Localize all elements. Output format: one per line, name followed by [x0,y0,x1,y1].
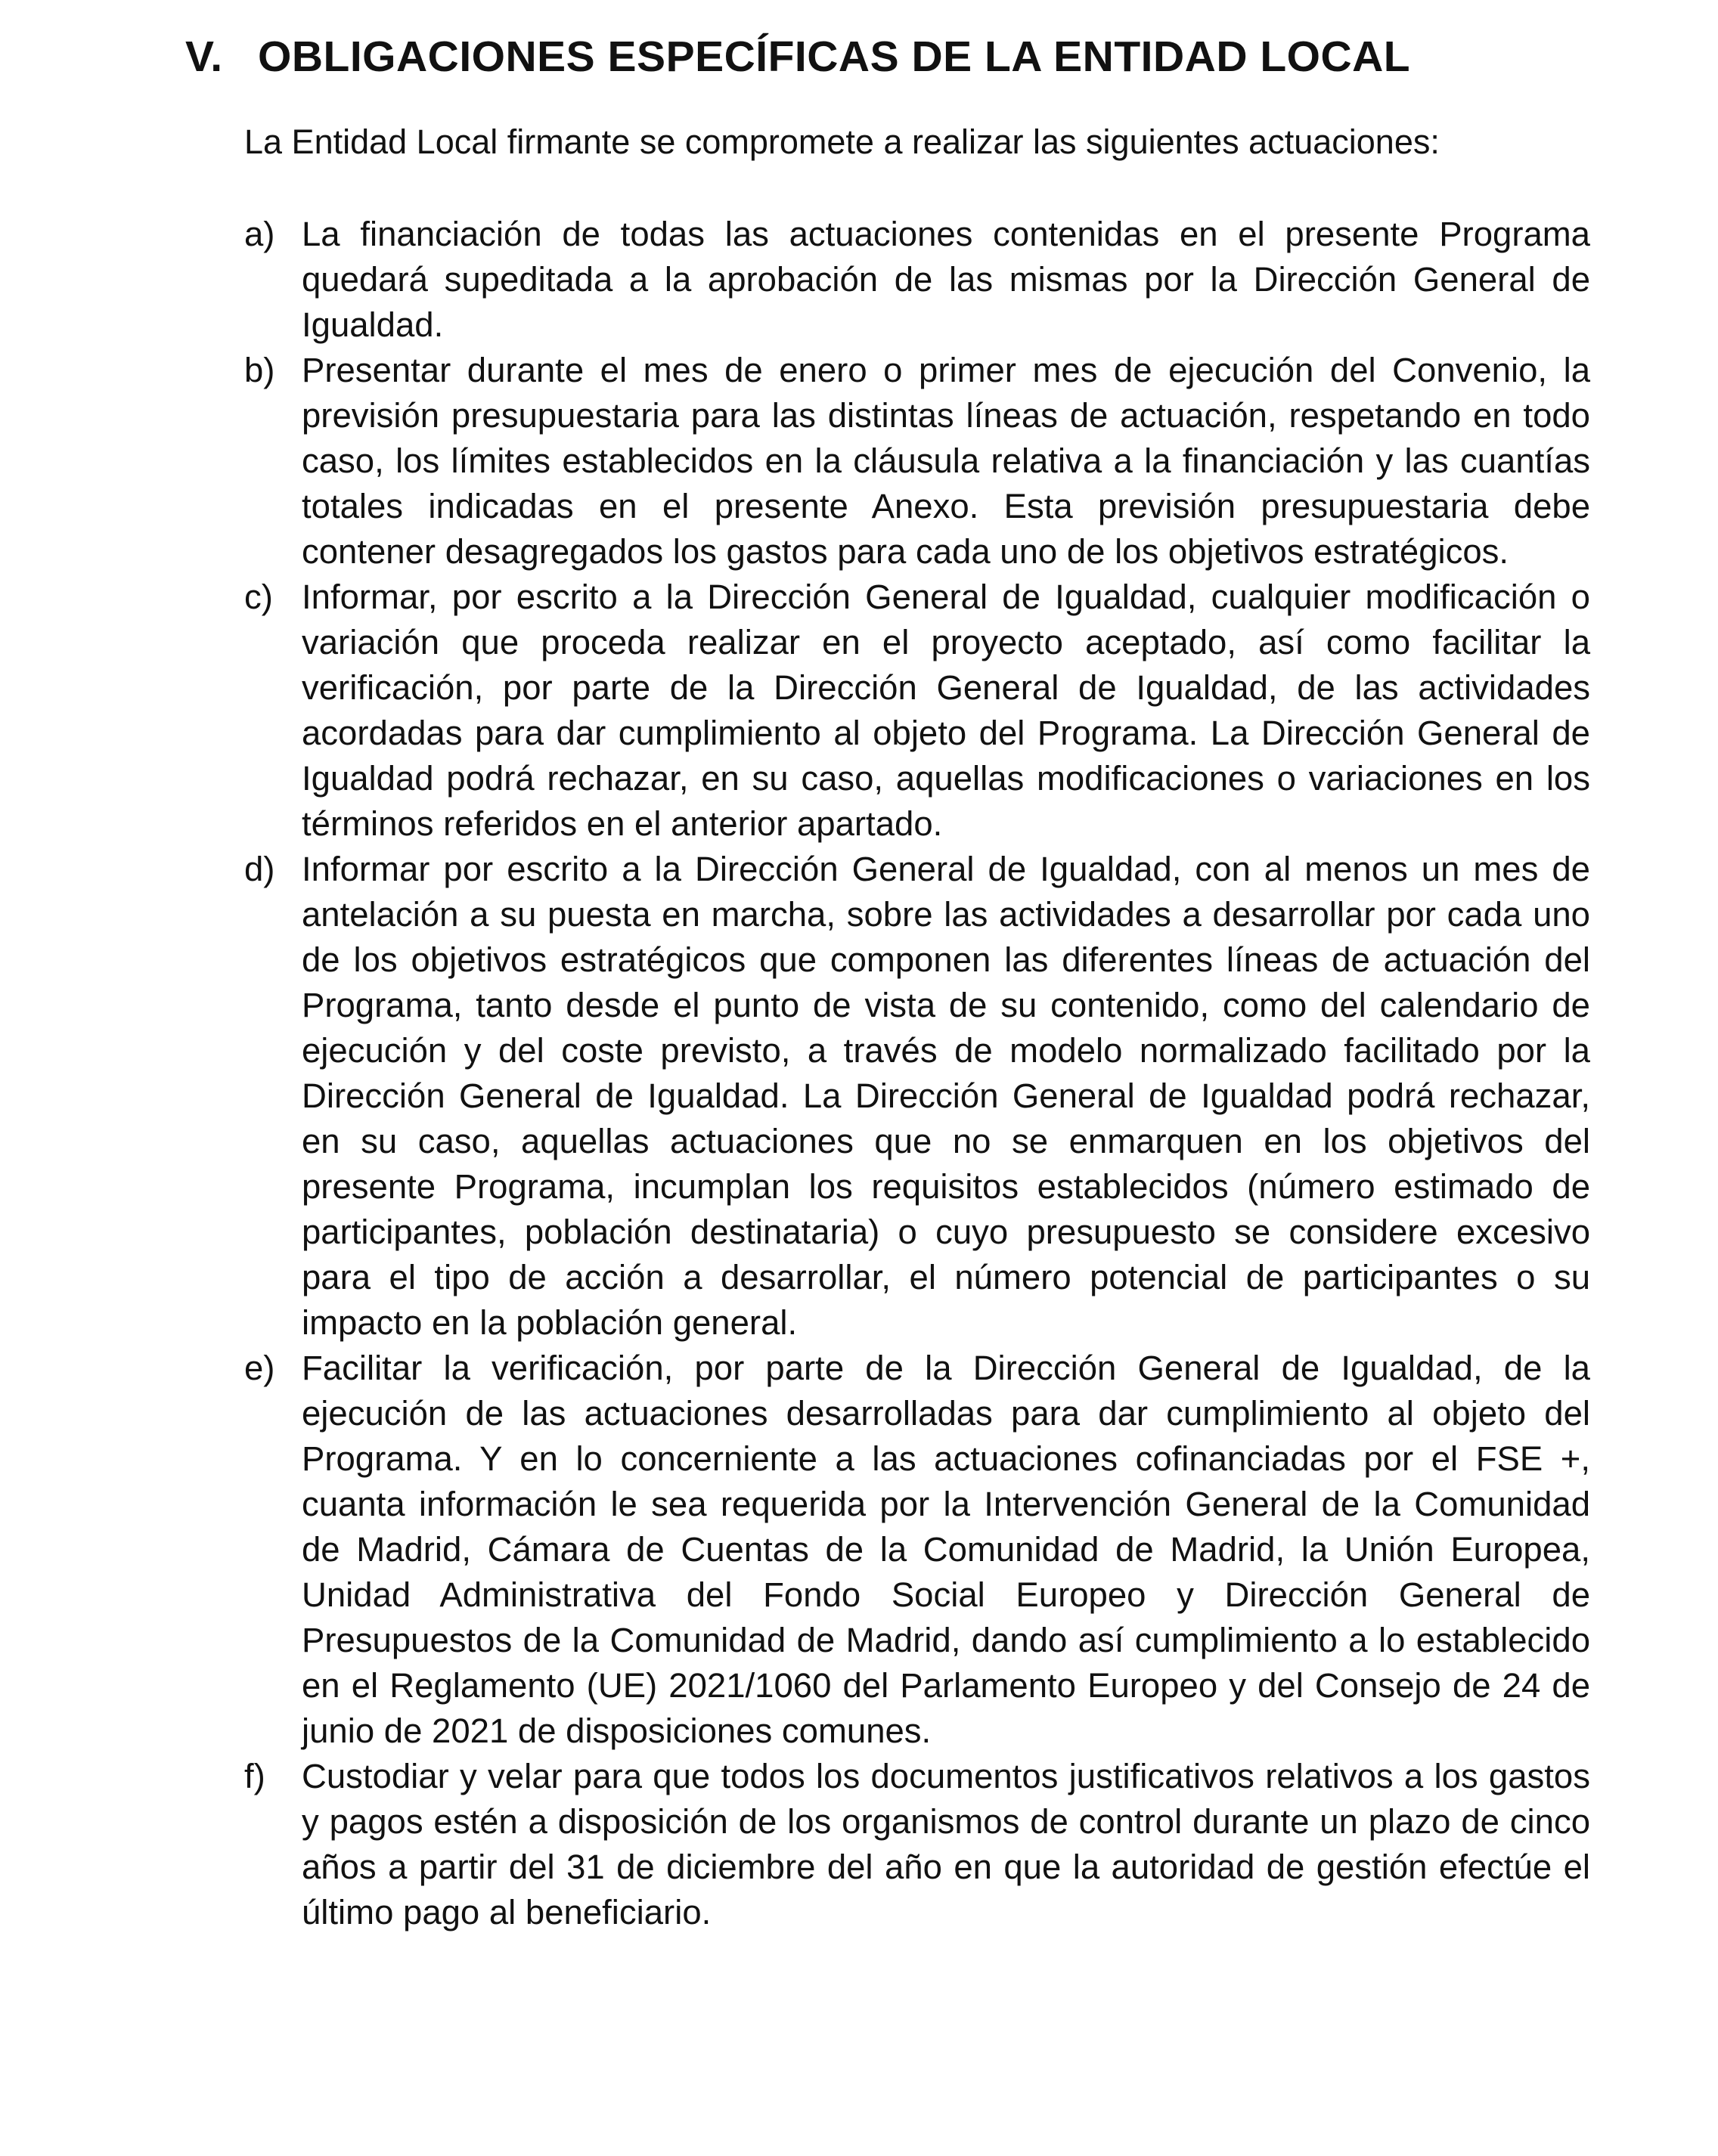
list-item-marker: e) [244,1349,275,1387]
section-number: V. [185,33,223,81]
list-item-text: Informar, por escrito a la Dirección General de Igualdad, cualquier modificación o variación que proceda realizar en el proyecto aceptado, así como facilitar la verificación, por parte de la Dirección General de Igualdad, de las actividades acordadas para dar cumplimiento al objeto del Programa. La Dirección General de Igualdad podrá rechazar, en su caso, aquellas modificaciones o variaciones en los términos referidos en el anterior apartado. [302,578,1590,843]
section-heading [185,32,1622,82]
section-title: OBLIGACIONES ESPECÍFICAS DE LA ENTIDAD LOCAL [258,33,1411,81]
intro-paragraph: La Entidad Local firmante se compromete a realizar las siguientes actuaciones: [244,122,1440,161]
list-item-marker: f) [244,1757,265,1795]
list-item-text: Presentar durante el mes de enero o primer mes de ejecución del Convenio, la previsión presupuestaria para las distintas líneas de actuación, respetando en todo caso, los límites establecidos en la cláusula relativa a la financiación y las cuantías totales indicadas en el presente Anexo. Esta previsión presupuestaria debe contener desagregados los gastos para cada uno de los objetivos estratégicos. [302,351,1590,571]
list-item-marker: d) [244,850,275,888]
list-item [244,348,1590,575]
list-item-marker: b) [244,351,275,389]
obligations-list [244,212,1590,1935]
list-item-text: La financiación de todas las actuaciones contenidas en el presente Programa quedará supeditada a la aprobación de las mismas por la Dirección General de Igualdad. [302,215,1590,344]
list-item-text: Custodiar y velar para que todos los documentos justificativos relativos a los gastos y pagos estén a disposición de los organismos de control durante un plazo de cinco años a partir del 31 de diciembre del año en que la autoridad de gestión efectúe el último pago al beneficiario. [302,1757,1590,1931]
list-item-text: Facilitar la verificación, por parte de la Dirección General de Igualdad, de la ejecución de las actuaciones desarrolladas para dar cumplimiento al objeto del Programa. Y en lo concerniente a las actuaciones cofinanciadas por el FSE +, cuanta información le sea requerida por la Intervención General de la Comunidad de Madrid, Cámara de Cuentas de la Comunidad de Madrid, la Unión Europea, Unidad Administrativa del Fondo Social Europeo y Dirección General de Presupuestos de la Comunidad de Madrid, dando así cumplimiento a lo establecido en el Reglamento (UE) 2021/1060 del Parlamento Europeo y del Consejo de 24 de junio de 2021 de disposiciones comunes. [302,1349,1590,1750]
list-item [244,575,1590,847]
list-item-marker: c) [244,578,273,616]
list-item-text: Informar por escrito a la Dirección General de Igualdad, con al menos un mes de antelación a su puesta en marcha, sobre las actividades a desarrollar por cada uno de los objetivos estratégicos que componen las diferentes líneas de actuación del Programa, tanto desde el punto de vista de su contenido, como del calendario de ejecución y del coste previsto, a través de modelo normalizado facilitado por la Dirección General de Igualdad. La Dirección General de Igualdad podrá rechazar, en su caso, aquellas actuaciones que no se enmarquen en los objetivos del presente Programa, incumplan los requisitos establecidos (número estimado de participantes, población destinataria) o cuyo presupuesto se considere excesivo para el tipo de acción a desarrollar, el número potencial de participantes o su impacto en la población general. [302,850,1590,1342]
list-item [244,847,1590,1346]
list-item [244,212,1590,348]
list-item-marker: a) [244,215,275,253]
list-item [244,1754,1590,1935]
list-item [244,1346,1590,1754]
